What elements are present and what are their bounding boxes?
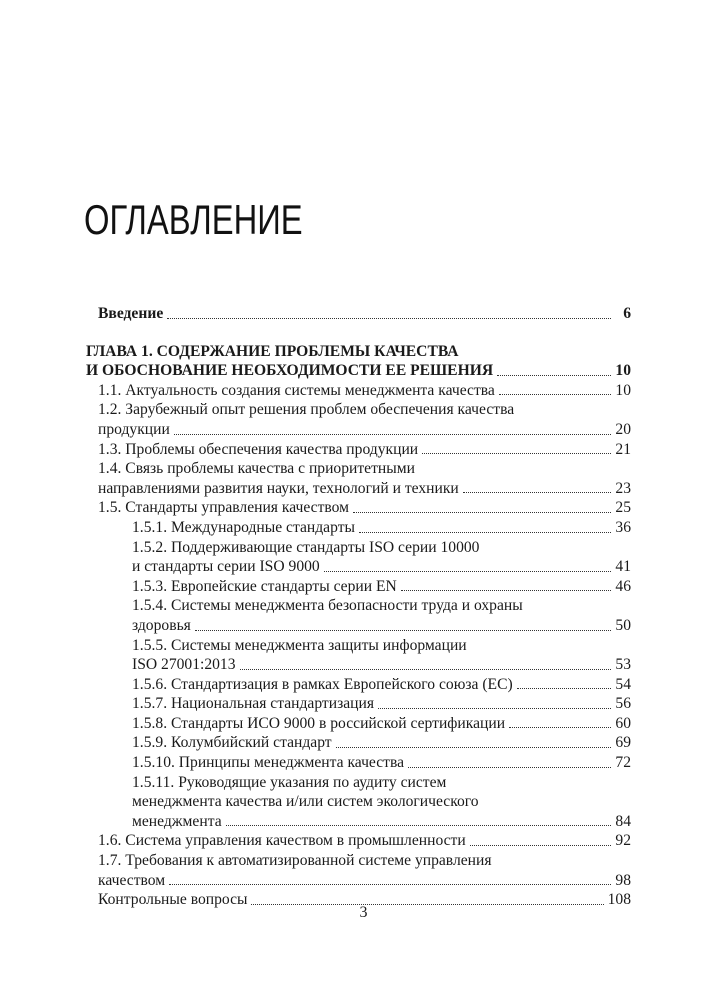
toc-entry-title: 1.5. Стандарты управления качеством bbox=[98, 499, 350, 517]
toc-page-number: 98 bbox=[615, 871, 631, 889]
toc-entry-title: 1.5.7. Национальная стандартизация bbox=[132, 695, 375, 713]
toc-entries bbox=[86, 381, 631, 910]
leader-dots bbox=[324, 571, 611, 572]
toc-page-number: 23 bbox=[615, 479, 631, 497]
toc-entry-title: 1.5.8. Стандарты ИСО 9000 в российской сертификации bbox=[132, 714, 506, 732]
leader-dots bbox=[499, 394, 611, 395]
toc-entry-title: 1.5.6. Стандартизация в рамках Европейского союза (ЕС) bbox=[132, 675, 513, 693]
toc-entry-title-continuation: здоровья bbox=[132, 616, 191, 634]
toc-entry-title: 1.5.2. Поддерживающие стандарты ISO серии 10000 bbox=[132, 538, 480, 556]
toc-entry-title: 1.5.11. Руководящие указания по аудиту систем bbox=[132, 773, 447, 791]
toc-page-number: 25 bbox=[615, 499, 631, 517]
toc-entry-title-continuation: направлениями развития науки, технологий и техники bbox=[98, 479, 459, 497]
toc-entry[interactable] bbox=[86, 538, 631, 577]
leader-dots bbox=[336, 747, 611, 748]
toc-page-number: 20 bbox=[615, 420, 631, 438]
leader-dots bbox=[509, 727, 611, 728]
toc-entry-title-continuation: качеством bbox=[98, 871, 166, 889]
leader-dots bbox=[174, 434, 611, 435]
page-number: 3 bbox=[359, 904, 368, 921]
leader-dots bbox=[195, 630, 611, 631]
toc-entry-title: Введение bbox=[98, 305, 164, 322]
leader-dots bbox=[401, 590, 611, 591]
toc-entry-title: 1.1. Актуальность создания системы менеджмента качества bbox=[98, 381, 495, 399]
toc-entry[interactable] bbox=[86, 753, 631, 773]
toc-entry[interactable] bbox=[86, 518, 631, 538]
toc-page-number: 10 bbox=[615, 381, 631, 399]
toc-page-number: 53 bbox=[615, 656, 631, 674]
toc-entry[interactable] bbox=[86, 577, 631, 597]
toc-entry-title-continuation: менеджмента bbox=[132, 812, 222, 830]
toc-entry[interactable] bbox=[86, 440, 631, 460]
toc-entry[interactable] bbox=[86, 851, 631, 890]
table-of-contents bbox=[86, 304, 631, 910]
leader-dots bbox=[167, 318, 611, 319]
chapter-title-line: И ОБОСНОВАНИЕ НЕОБХОДИМОСТИ ЕЕ РЕШЕНИЯ bbox=[86, 362, 494, 380]
toc-page-number: 21 bbox=[615, 440, 631, 458]
toc-page-number: 50 bbox=[615, 616, 631, 634]
leader-dots bbox=[169, 884, 611, 885]
toc-entry-title: 1.5.3. Европейские стандарты серии EN bbox=[132, 577, 397, 595]
toc-page-number: 69 bbox=[615, 734, 631, 752]
leader-dots bbox=[470, 845, 611, 846]
toc-entry-title-continuation: менеджмента качества и/или систем экологического bbox=[132, 793, 479, 811]
toc-entry[interactable] bbox=[86, 714, 631, 734]
toc-entry[interactable] bbox=[86, 381, 631, 401]
chapter-title-line: ГЛАВА 1. СОДЕРЖАНИЕ ПРОБЛЕМЫ КАЧЕСТВА bbox=[86, 342, 459, 360]
toc-entry-title: 1.5.10. Принципы менеджмента качества bbox=[132, 754, 405, 772]
toc-entry-intro[interactable] bbox=[86, 304, 631, 324]
toc-entry-title: 1.3. Проблемы обеспечения качества продукции bbox=[98, 440, 419, 458]
toc-entry-title: 1.2. Зарубежный опыт решения проблем обеспечения качества bbox=[98, 401, 515, 419]
toc-page-number: 56 bbox=[615, 695, 631, 713]
page-title: ОГЛАВЛЕНИЕ bbox=[84, 196, 303, 243]
toc-chapter-heading[interactable] bbox=[86, 342, 631, 381]
leader-dots bbox=[359, 532, 611, 533]
toc-entry-title-continuation: продукции bbox=[98, 420, 170, 438]
toc-entry[interactable] bbox=[86, 636, 631, 675]
leader-dots bbox=[226, 825, 611, 826]
leader-dots bbox=[463, 492, 611, 493]
toc-entry[interactable] bbox=[86, 694, 631, 714]
toc-entry-title: 1.7. Требования к автоматизированной системе управления bbox=[98, 852, 492, 870]
leader-dots bbox=[422, 453, 611, 454]
toc-entry[interactable] bbox=[86, 596, 631, 635]
leader-dots bbox=[517, 688, 611, 689]
toc-page-number: 36 bbox=[615, 518, 631, 536]
toc-entry[interactable] bbox=[86, 400, 631, 439]
toc-entry-title: 1.5.4. Системы менеджмента безопасности труда и охраны bbox=[132, 597, 523, 615]
toc-page-number: 46 bbox=[615, 577, 631, 595]
toc-entry-title-continuation: и стандарты серии ISO 9000 bbox=[132, 558, 320, 576]
toc-page-number: 41 bbox=[615, 558, 631, 576]
toc-entry[interactable] bbox=[86, 498, 631, 518]
toc-entry[interactable] bbox=[86, 773, 631, 832]
toc-entry-title: 1.5.1. Международные стандарты bbox=[132, 518, 355, 536]
toc-entry[interactable] bbox=[86, 733, 631, 753]
leader-dots bbox=[240, 669, 611, 670]
leader-dots bbox=[408, 767, 611, 768]
toc-entry-title: 1.4. Связь проблемы качества с приоритетными bbox=[98, 460, 415, 478]
toc-page-number: 84 bbox=[615, 812, 631, 830]
toc-entry-title-continuation: ISO 27001:2013 bbox=[132, 656, 236, 674]
toc-entry-title: 1.5.9. Колумбийский стандарт bbox=[132, 734, 332, 752]
toc-entry[interactable] bbox=[86, 459, 631, 498]
toc-page-number: 108 bbox=[607, 891, 631, 909]
leader-dots bbox=[353, 512, 611, 513]
toc-page-number: 92 bbox=[615, 832, 631, 850]
toc-entry[interactable] bbox=[86, 831, 631, 851]
toc-entry-title: 1.6. Система управления качеством в промышленности bbox=[98, 832, 466, 850]
leader-dots bbox=[497, 375, 611, 376]
toc-page-number: 10 bbox=[615, 362, 631, 380]
toc-entry-title: 1.5.5. Системы менеджмента защиты информации bbox=[132, 636, 467, 654]
toc-entry[interactable] bbox=[86, 675, 631, 695]
toc-entry-title: Контрольные вопросы bbox=[98, 891, 248, 909]
toc-page-number: 54 bbox=[615, 675, 631, 693]
toc-page-number: 6 bbox=[623, 305, 631, 322]
leader-dots bbox=[378, 708, 611, 709]
toc-page-number: 72 bbox=[615, 754, 631, 772]
toc-page-number: 60 bbox=[615, 714, 631, 732]
